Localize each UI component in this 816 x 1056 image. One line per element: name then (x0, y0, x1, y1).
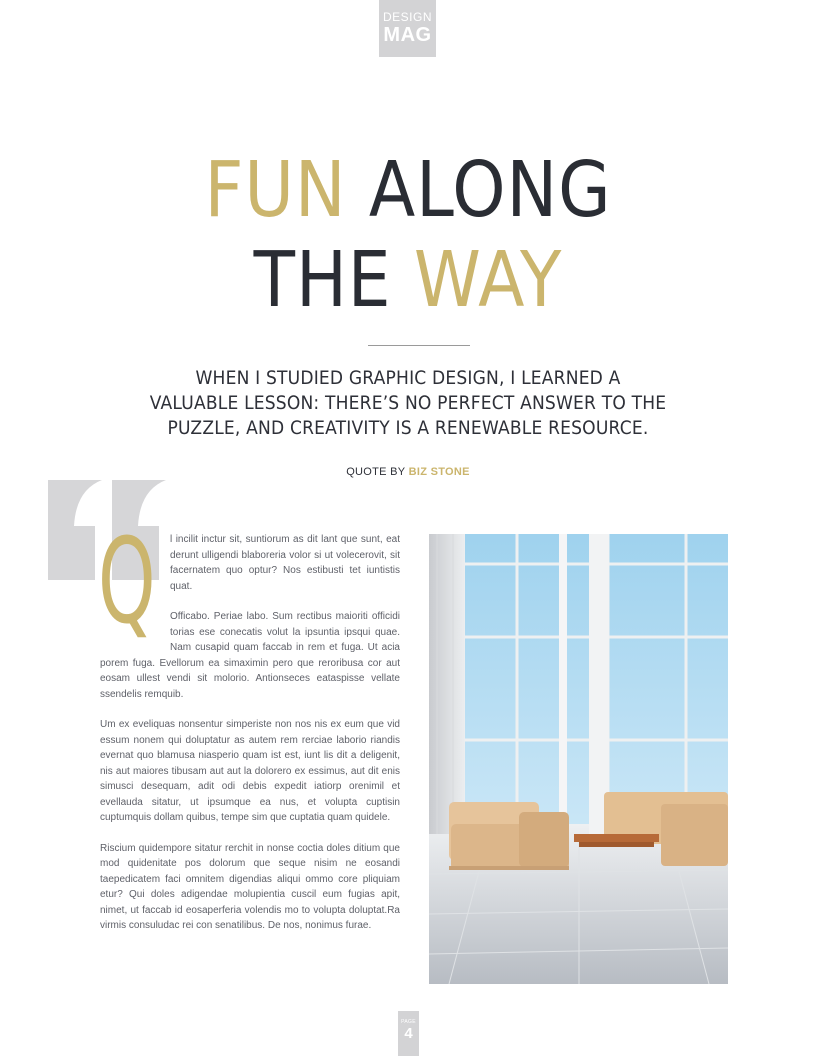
page-number-tab (398, 1011, 419, 1056)
logo-line-mag: MAG (383, 24, 432, 46)
article-body (100, 532, 400, 949)
magazine-logo (379, 0, 436, 57)
body-paragraph-1: l incilit inctur sit, suntiorum as dit lant que sunt, eat derunt ulligendi blaboreria volor si ut volecerovit, sit facernatem quo optur? Nos estibusti tet iuntistis quat. (170, 534, 400, 592)
body-paragraph-3: Um ex eveliquas nonsentur simperiste non nos nis ex eum que vid essum nonem qui doluptatur as autem rem rerciae laborio riandis evernat quo blamusa niasperio quam ist est, iunt lis dit a deligenit, nis aut maiores tibusam aut aut la dolorero ex essimus, aut dit enis simusci desequam, adit odi debis expedit iatiorp orenimil et evellauda sitatur, ut ipsumque ea nus, et volupta cuptisin cuptumquis dollam quibus, tempe sim que cuptatia quam quidele. (100, 719, 400, 823)
headline-word-way: WAY (413, 236, 563, 325)
attribution-author: BIZ STONE (408, 466, 470, 478)
headline-word-along: ALONG (368, 146, 612, 235)
pull-quote: WHEN I STUDIED GRAPHIC DESIGN, I LEARNED A VALUABLE LESSON: THERE’S NO PERFECT ANSWER TO THE PUZZLE, AND CREATIVITY IS A RENEWABLE RESOURCE. (149, 367, 667, 439)
lobby-photo (429, 534, 728, 984)
headline-divider (368, 345, 470, 346)
headline-word-fun: FUN (204, 146, 347, 235)
logo-line-design: DESIGN (382, 10, 432, 24)
body-paragraph-4: Riscium quidempore sitatur rerchit in nonse coctia doles ditium que mod quidenitate pos dolorum que seque nisim ne eosandi taepedicatem faci omnitem digendias aliqui ommo core pliquiam etur? Qui doles adigendae molupientia cuscil eum fugias apit, nimet, ut faccab id eosaperferia volendis mo to volupta doluptat.Ra virmis consuludac rei con senatilibus. De nos, nonimus furae. (100, 842, 400, 931)
headline-word-the: THE (253, 236, 392, 325)
body-paragraph-2: Officabo. Periae labo. Sum rectibus maioriti officidi torias ese conecatis volut la ipsuntia ipsqui quae. Nam cusapid quam faccab in rem et fuga. Ut acia porem fuga. Evellorum ea simaximin pero que reroribusa cor aut eosam ullest vendi sit molorio. Antionseces eataspisse vellate ssendelis remquib. (100, 611, 400, 700)
page-label: PAGE (401, 1019, 416, 1025)
attribution-prefix: QUOTE BY (346, 466, 406, 478)
article-headline (49, 146, 767, 326)
drop-cap: Q (98, 512, 156, 650)
page-number: 4 (404, 1025, 413, 1042)
